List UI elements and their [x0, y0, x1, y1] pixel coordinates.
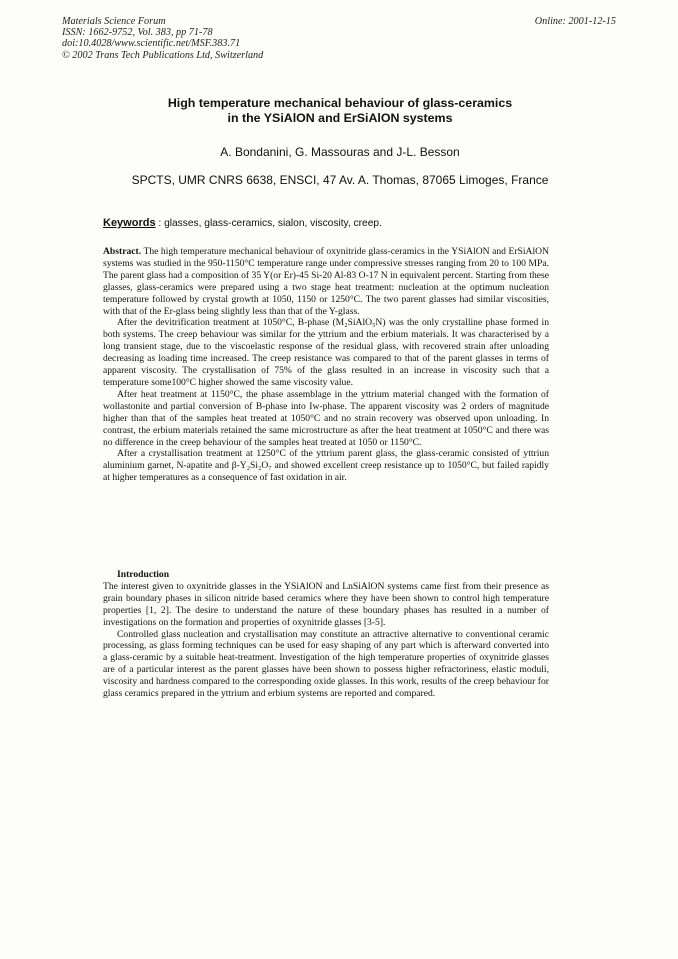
intro-paragraph: The interest given to oxynitride glasses in the YSiAlON and LnSiAlON systems came first from their presence as grain boundary phases in silicon nitride based ceramics where they have been shown to control high temperature properties [1, 2]. The desire to understand the nature of these boundary phases has resulted in a number of investigations on the formation and properties of oxynitride glasses [3-5].: [103, 580, 549, 628]
journal-name: Materials Science Forum: [62, 16, 166, 27]
journal-header: [62, 16, 263, 61]
title-line-1: High temperature mechanical behaviour of glass-ceramics: [167, 96, 513, 110]
abstract-paragraph: After a crystallisation treatment at 1250°C of the yttrium parent glass, the glass-ceramic consisted of yttriun aluminium garnet, N-apatite and β-Y₂Si₂O₇ and showed excellent creep resistance up to 1050°C, but failed rapidly at higher temperatures as a consequence of fast oxidation in air.: [103, 448, 549, 484]
keywords-label: Keywords: [103, 217, 156, 229]
abstract-paragraph: After heat treatment at 1150°C, the phase assemblage in the yttrium material changed with the formation of wollastonite and partial conversion of B-phase into Iw-phase. The apparent viscosity was 2 orders of magnitude higher than that of the samples heat treated at 1050°C and no strain recovery was observed upon unloading. In contrast, the erbium materials retained the same microstructure as after the heat treatment at 1050°C and there was no difference in the creep behaviour of the samples heat treated at 1050 or 1150°C.: [103, 388, 549, 448]
authors: A. Bondanini, G. Massouras and J-L. Besson: [220, 145, 460, 159]
journal-copyright: © 2002 Trans Tech Publications Ltd, Switzerland: [62, 49, 264, 61]
journal-doi: doi:10.4028/www.scientific.net/MSF.383.71: [62, 38, 241, 50]
abstract-section: [103, 246, 549, 484]
keywords: [103, 217, 382, 229]
intro-paragraph: Controlled glass nucleation and crystallisation may constitute an attractive alternative to conventional ceramic processing, as glass forming techniques can be used for easy shaping of any part which is afterward converted into a glass-ceramic by a suitable heat-treatment. Investigation of the high temperature properties of oxynitride glasses are of a particular interest as the parent glasses have been shown to possess higher refractoriness, elastic moduli, viscosity and hardness compared to the corresponding oxide glasses. In this work, results of the creep behaviour for glass ceramics prepared in the yttrium and erbium systems are reported and compared.: [103, 628, 549, 700]
abstract-text: The high temperature mechanical behaviour of oxynitride glass-ceramics in the YSiAlON and ErSiAlON systems was studied in the 950-1150°C temperature range under compressive stresses ranging from 20 to 100 MPa. The parent glass had a composition of 35 Y(or Er)-45 Si-20 Al-83 O-17 N in equivalent percent. Starting from these glasses, glass-ceramics were prepared using a two stage heat treatment: nucleation at the optimum nucleation temperature followed by crystal growth at 1050, 1150 or 1250°C. The two parent glasses had similar viscosities, with that of the Er-glass being slightly less than that of the Y-glass.: [103, 246, 549, 317]
abstract-paragraph: After the devitrification treatment at 1050°C, B-phase (M₂SiAlO₅N) was the only crystalline phase formed in both systems. The creep behaviour was similar for the yttrium and the erbium materials. It was characterised by a long transient stage, due to the viscoelastic response of the residual glass, with recovered strain after unloading decreasing as loading time increased. The creep resistance was compared to that of the parent glasses in terms of apparent viscosity. The crystallisation of 75% of the glass resulted in an increase in viscosity such that a temperature some100°C higher showed the same viscosity value.: [103, 317, 549, 388]
affiliation: SPCTS, UMR CNRS 6638, ENSCI, 47 Av. A. Thomas, 87065 Limoges, France: [131, 173, 549, 187]
introduction-heading: Introduction: [117, 569, 170, 580]
abstract-label: Abstract.: [103, 246, 142, 257]
abstract-paragraph: [103, 246, 549, 317]
introduction-section: [103, 569, 549, 700]
online-date: Online: 2001-12-15: [534, 16, 616, 27]
journal-issn: ISSN: 1662-9752, Vol. 383, pp 71-78: [62, 27, 213, 39]
title-line-2: in the YSiAlON and ErSiAlON systems: [227, 111, 453, 125]
keywords-text: : glasses, glass-ceramics, sialon, viscosity, creep.: [155, 218, 382, 229]
paper-title: [60, 96, 620, 126]
